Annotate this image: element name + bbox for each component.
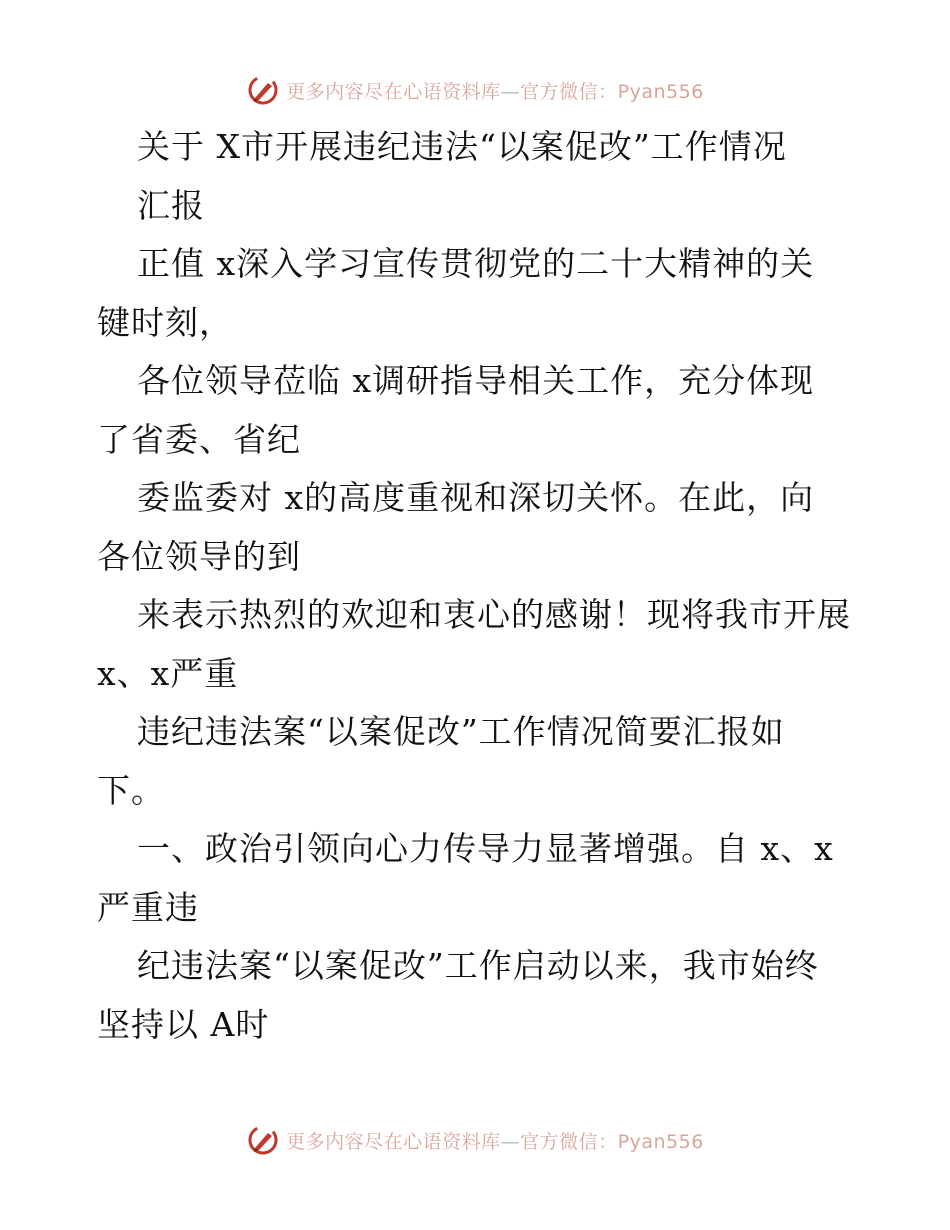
document-line: 了省委、省纪 <box>97 419 301 459</box>
document-line: 下。 <box>97 770 165 810</box>
document-line: 正值 x深入学习宣传贯彻党的二十大精神的关 <box>137 244 815 283</box>
document-line: 一、政治引领向心力传导力显著增强。自 x、x <box>137 829 834 868</box>
footer-banner <box>0 1120 950 1160</box>
footer-separator: — <box>500 1130 521 1153</box>
pen-in-circle-icon <box>246 73 280 107</box>
footer-contact: 官方微信：Pyan556 <box>520 1130 704 1153</box>
document-line: x、x严重 <box>97 653 239 693</box>
header-banner <box>0 70 950 110</box>
document-line: 严重违 <box>97 887 199 927</box>
footer-main-text: 更多内容尽在心语资料库 <box>286 1130 501 1153</box>
document-line: 违纪违法案“以案促改”工作情况简要汇报如 <box>137 712 785 751</box>
pen-in-circle-icon <box>246 1123 280 1157</box>
document-line: 委监委对 x的高度重视和深切关怀。在此，向 <box>137 478 815 517</box>
document-line: 坚持以 A时 <box>97 1004 270 1044</box>
header-text <box>286 77 704 104</box>
document-line: 汇报 <box>137 185 205 225</box>
document-line: 纪违法案“以案促改”工作启动以来，我市始终 <box>137 946 819 985</box>
header-separator: — <box>500 80 521 103</box>
document-line: 关于 X市开展违纪违法“以案促改”工作情况 <box>137 127 787 166</box>
document-body <box>97 118 857 1054</box>
header-contact: 官方微信：Pyan556 <box>520 80 704 103</box>
document-line: 来表示热烈的欢迎和衷心的感谢！现将我市开展 <box>137 595 851 634</box>
footer-text <box>286 1127 704 1154</box>
header-main-text: 更多内容尽在心语资料库 <box>286 80 501 103</box>
document-line: 各位领导莅临 x调研指导相关工作，充分体现 <box>137 361 815 400</box>
document-line: 各位领导的到 <box>97 536 301 576</box>
document-line: 键时刻， <box>97 302 233 342</box>
